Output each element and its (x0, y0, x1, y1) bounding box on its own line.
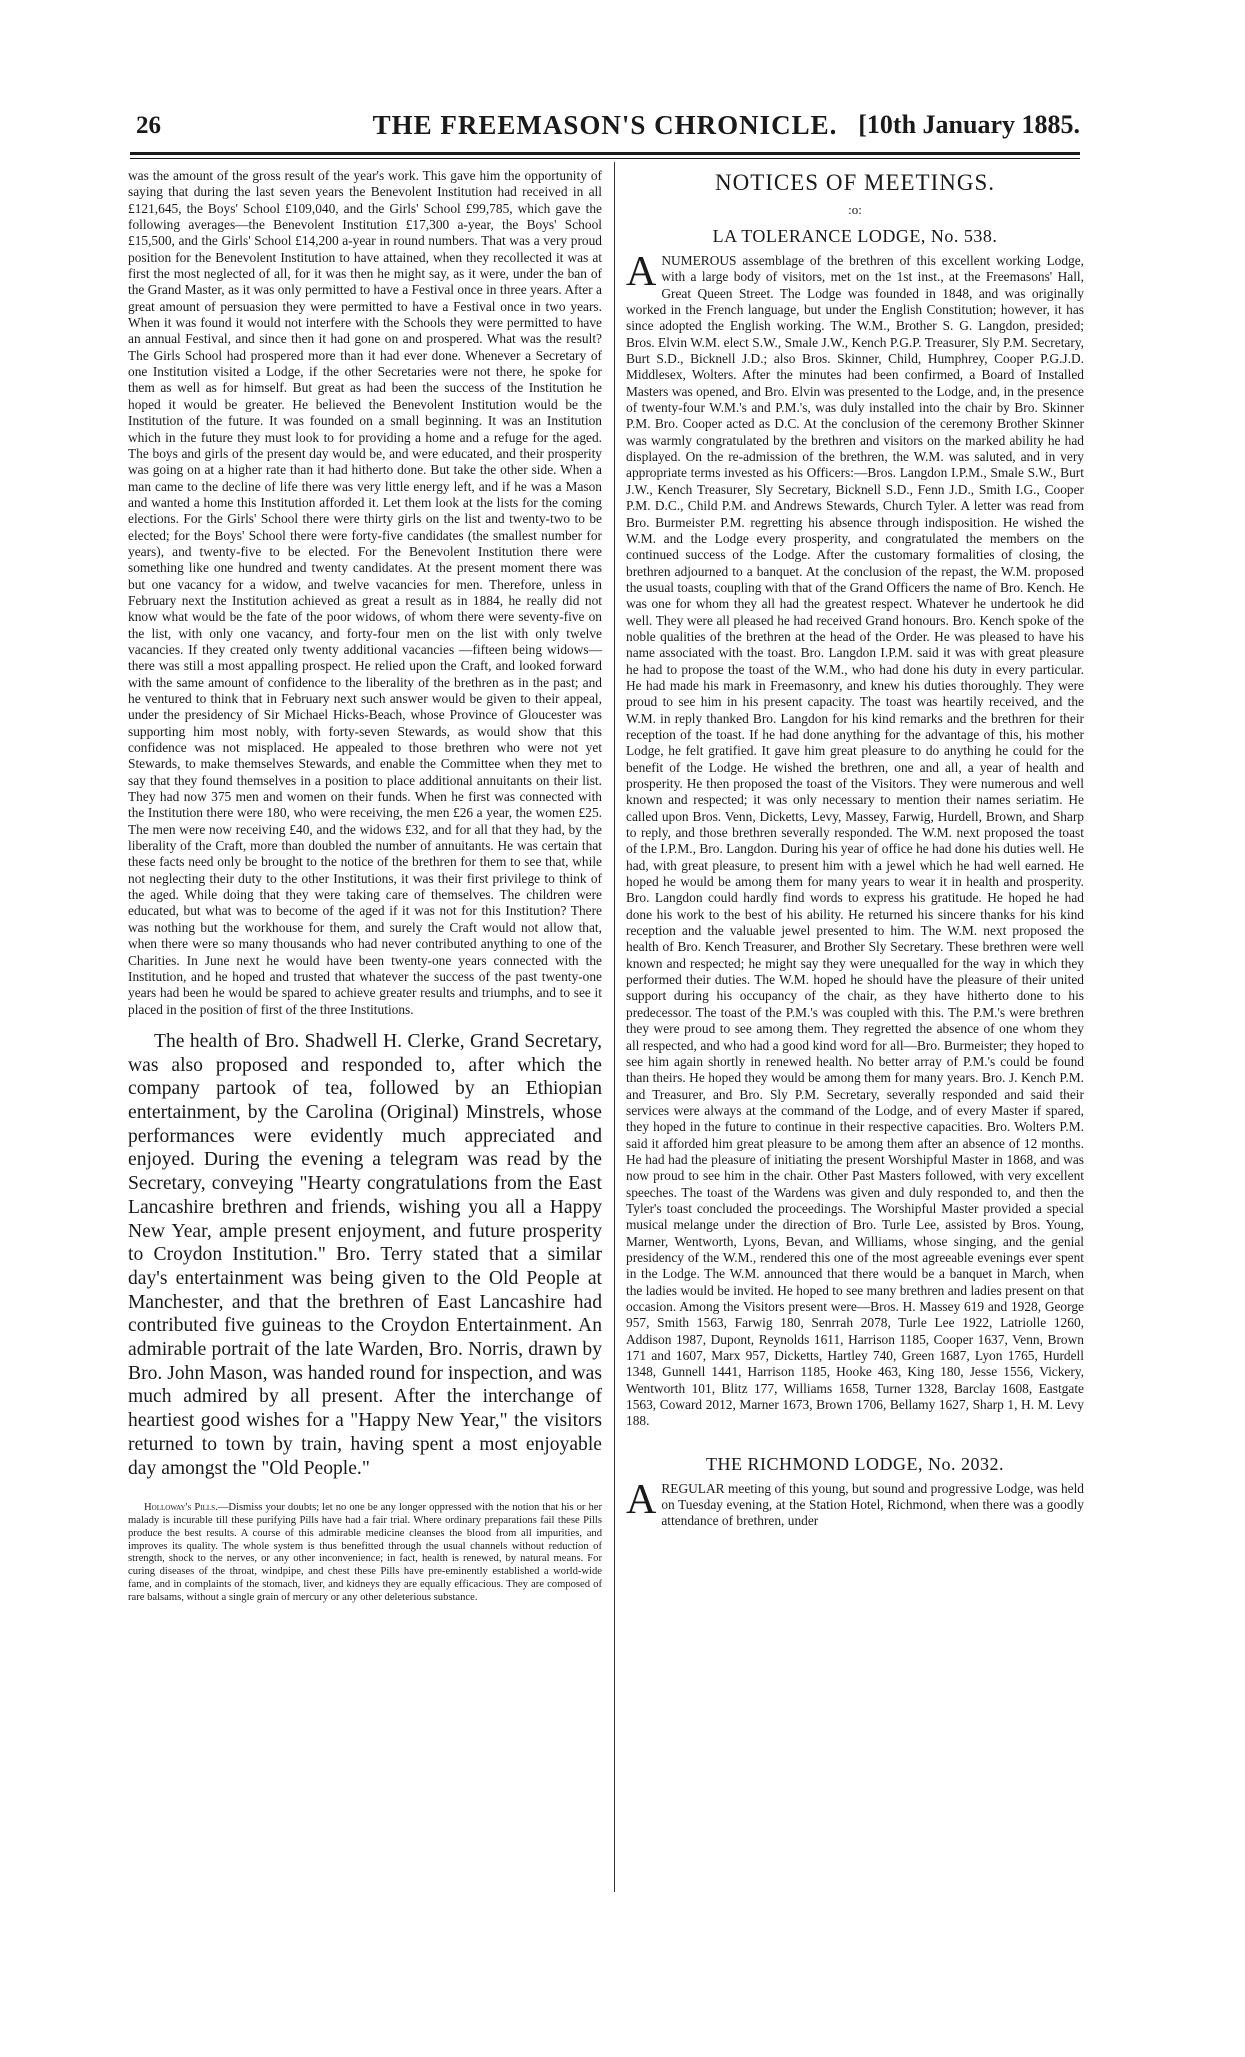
dropcap-letter: A (626, 1476, 657, 1523)
page-number: 26 (136, 112, 161, 139)
column-divider (614, 162, 615, 1892)
lodge-title-richmond: THE RICHMOND LODGE, No. 2032. (706, 1453, 1004, 1474)
advert-lead: Holloway's Pills. (144, 1502, 218, 1514)
advert-text: —Dismiss your doubts; let no one be any longer oppressed with the notion that his or her malady is incurable till these purifying Pills have had a fair trial. Where ordinary preparations fail these Pills produce the best results. A course of this admirable medicine cleanses the blood from all impurities, and improves its quality. The whole system is thus benefitted through the usual channels without reduction of strength, shock to the nerves, or any other inconvenience; in fact, health is renewed, by natural means. For curing diseases of the throat, windpipe, and chest these Pills have pre-eminently established a world-wide fame, and in complaints of the stomach, liver, and kidneys they are equally efficacious. They are composed of rare balsams, without a single grain of mercury or any other deleterious substance. (128, 1502, 602, 1603)
lodge-report-body: NUMEROUS assemblage of the brethren of this excellent working Lodge, with a large body of visitors, met on the 1st inst., at the Freemasons' Hall, Great Queen Street. The Lodge was founded in 1848, and was originally worked in the French language, but under the English Constitution; however, it has since adopted the English working. The W.M., Brother S. G. Langdon, presided; Bros. Elvin W.M. elect S.W., Smale J.W., Kench P.G.P. Treasurer, Sly P.M. Secretary, Burt S.D., Bicknell J.D.; also Bros. Skinner, Child, Humphrey, Cooper P.G.J.D. Middlesex, Wolters. After the minutes had been confirmed, a Board of Installed Masters was opened, and Bro. Elvin was presented to the Lodge, and, in the presence of twenty-four W.M.'s and P.M.'s, was duly installed into the chair by Bro. Skinner P.M. Bro. Cooper acted as D.C. At the conclusion of the ceremony Brother Skinner was warmly congratulated by the brethren and visitors on the marked ability he had displayed. On the re-admission of the brethren, the W.M. was saluted, and in very appropriate terms invested as his Officers:—Bros. Langdon I.P.M., Smale S.W., Burt J.W., Kench Treasurer, Sly Secretary, Bicknell S.D., Fenn J.D., Smith I.G., Cooper P.M. D.C., Child P.M. and Andrews Stewards, Church Tyler. A letter was read from Bro. Burmeister P.M. regretting his absence through indisposition. He wished the W.M. and the Lodge every prosperity, and congratulated the members on the continued success of the Lodge. After the customary formalities of closing, the brethren adjourned to a banquet. At the conclusion of the repast, the W.M. proposed the usual toasts, coupling with that of the Grand Officers the name of Bro. Kench. He was one for whom they all had the greatest respect. Whatever he undertook he did well. They were all pleased he had received Grand honours. Bro. Kench spoke of the noble qualities of the brethren at the head of the Order. He was pleased to have his name associated with the toast. Bro. Langdon I.P.M. said it was with great pleasure he had to propose the toast of the W.M., who had done his duty in every particular. He had made his mark in Freemasonry, and knew his duties thoroughly. They were proud to see him in his present capacity. The toast was heartily received, and the W.M. in reply thanked Bro. Langdon for his kind remarks and the brethren for their reception of the toast. If he had done anything for the advantage of this, his mother Lodge, he felt gratified. It gave him great pleasure to do anything he could for the benefit of the Lodge. He wished the brethren, one and all, a year of health and prosperity. He then proposed the toast of the Visitors. They were numerous and well known and respected; it was only necessary to mention their names seriatim. He called upon Bros. Venn, Dicketts, Levy, Massey, Farwig, Hurdell, Brown, and Sharp to reply, and those brethren severally responded. The W.M. next proposed the toast of the I.P.M., Bro. Langdon. During his year of office he had done his duties well. He had, with great pleasure, to present him with a jewel which he had well earned. He hoped he would be among them for many years to wear it in health and prosperity. Bro. Langdon could hardly find words to express his gratitude. He hoped he had done his work to the best of his ability. He returned his sincere thanks for his kind reception and the valuable jewel presented to him. The W.M. next proposed the health of Bro. Kench Treasurer, and Brother Sly Secretary. These brethren were well known and respected; he might say they were unequalled for the way in which they performed their duties. The W.M. hoped he should have the pleasure of their united support during his occupancy of the chair, as they have hitherto done to his predecessor. The toast of the P.M.'s was coupled with this. The P.M.'s were brethren they were proud to see among them. They regretted the absence of one whom they all respected, and who had a good kind word for all—Bro. Burmeister; they hoped to see him again shortly in renewed health. No better array of P.M.'s could be found than theirs. He hoped they would be among them for many years. Bro. J. Kench P.M. and Treasurer, and Bro. Sly P.M. Secretary, severally responded and said their services were always at the command of the Lodge, and of every Master if spared, they hoped in the future to continue in their respective capacities. Bro. Wolters P.M. said it afforded him great pleasure to be among them after an absence of 12 months. He had had the pleasure of initiating the present Worshipful Master in 1868, and was now proud to see him in the chair. Other Past Masters followed, with very excellent speeches. The toast of the Wardens was given and duly responded to, and then the Tyler's toast concluded the proceedings. The Worshipful Master provided a special musical melange under the direction of Bro. Turle Lee, assisted by Bros. Young, Marner, Wentworth, Lyons, Bevan, and Williams, whose singing, and the genial presidency of the W.M., rendered this one of the most agreeable evenings ever spent in the Lodge. The W.M. announced that there would be a banquet in March, when the ladies would be invited. He hoped to see many brethren and ladies present on that occasion. Among the Visitors present were—Bros. H. Massey 619 and 1928, George 957, Smith 1563, Farwig 180, Senrrah 2078, Turle Lee 1922, Latriolle 1260, Addison 1987, Dupont, Reynolds 1611, Harrison 1185, Cooper 1637, Venn, Brown 171 and 1607, Marx 957, Dicketts, Hartley 740, Green 1687, Lyon 1765, Hurdell 1348, Gunnell 1441, Harrison 1185, Hooke 463, King 180, Jesse 1556, Vickery, Wentworth 101, Blitz 177, Williams 1658, Turner 1328, Barclay 1608, Eastgate 1563, Coward 2012, Marner 1673, Brown 1706, Bellamy 1627, Sharp 1, H. M. Levy 188. (626, 253, 1084, 1429)
lodge-report-body: REGULAR meeting of this young, but sound and progressive Lodge, was held on Tuesday evening, at the Station Hotel, Richmond, when there was a goodly attendance of brethren, under (661, 1480, 1084, 1529)
closing-paragraph: The health of Bro. Shadwell H. Clerke, Grand Secretary, was also proposed and responded to, after which the company partook of tea, followed by an Ethiopian entertainment, by the Carolina (Original) Minstrels, whose performances were evidently much appreciated and enjoyed. During the evening a telegram was read by the Secretary, conveying "Hearty congratulations from the East Lancashire brethren and friends, wishing you all a Happy New Year, ample present enjoyment, and future prosperity to Croydon Institution." Bro. Terry stated that a similar day's entertainment was being given to the Old People at Manchester, and that the brethren of East Lancashire had contributed five guineas to the Croydon Entertainment. An admirable portrait of the late Warden, Bro. Norris, drawn by Bro. John Mason, was handed round for inspection, and was much admired by all present. After the interchange of heartiest good wishes for a "Happy New Year," the visitors returned to town by train, having spent a most enjoyable day amongst the "Old People." (128, 1030, 602, 1479)
speech-report-text: was the amount of the gross result of the year's work. This gave him the opportunity of saying that during the last seven years the Benevolent Institution had received in all £121,645, the Boys' School £109,040, and the Girls' School £99,785, which gave the following averages—the Benevolent Institution £17,300 a-year, the Boys' School £15,500, and the Girls' School £14,200 a-year in round numbers. That was a very proud position for the Benevolent Institution to have attained, when they recollected it was at first the most neglected of all, for it was then he might say, as it were, under the ban of the Grand Master, as it was only permitted to have a Festival once in three years. After a great amount of persuasion they were permitted to have a Festival once in two years. When it was found it would not interfere with the Schools they were permitted to have an annual Festival, and since then it had gone on and prospered. What was the result? The Girls School had prospered more than it had ever done. Whenever a Secretary of one Institution visited a Lodge, if the other Secretaries were not there, he spoke for them as well as for himself. But great as had been the success of the Institution he hoped it would be greater. He believed the Benevolent Institution would be the Institution of the future. It was founded on a small beginning. It was an Institution which in the future they must look to for providing a home and a refuge for the aged. The boys and girls of the present day would be, and were educated, and their prosperity was going on at a higher rate than it had hitherto done. But take the other side. When a man came to the decline of life there was very little energy left, and if he was a Mason and wanted a home this Institution afforded it. Let them look at the lists for the coming elections. For the Girls' School there were thirty girls on the list and twenty-two to be elected; for the Boys' School there were forty-five candidates (the smallest number for years), and twenty-five to be elected. For the Benevolent Institution there were something like one hundred and twenty candidates. At the present moment there was but one vacancy for a widow, and twelve vacancies for men. Therefore, unless in February next the Institution achieved as great a result as in 1884, he really did not know what would be the fate of the poor widows, of whom there were seventy-five on the list, with only one vacancy, and forty-four men on the list with only twelve vacancies. If they created only twenty additional vacancies —fifteen being widows—there was still a most appalling prospect. He relied upon the Craft, and looked forward with the same amount of confidence to the liberality of the brethren as in the past; and he ventured to think that in February next such answer would be given to their appeal, under the presidency of Sir Michael Hicks-Beach, whose Province of Gloucester was supporting him most nobly, with forty-seven Stewards, as would show that this confidence was not misplaced. He appealed to those brethren who were not yet Stewards, to make themselves Stewards, and enable the Committee when they met to say that they found themselves in a position to place additional annuitants on their list. They had now 375 men and women on their funds. When he first was connected with the Institution there were 180, who were receiving, the men £26 a year, the women £25. The men were now receiving £40, and the widows £32, and for all that they had, by the liberality of the Craft, more than doubled the number of annuitants. He was certain that these facts need only be brought to the notice of the brethren for them to see that, while not neglecting their duty to the other Institutions, it was their first privilege to think of the aged. While doing that they were taking care of themselves. The children were educated, but what was to become of the aged if it was not for this Institution? There was nothing but the workhouse for them, and surely the Craft would not allow that, when there were so many thousands who had never contributed anything to one of the Charities. In June next he would have been twenty-one years connected with the Institution, and he hoped and trusted that whatever the success of the past twenty-one years had been he would be spared to achieve greater results and triumphs, and to see it placed in the position of first of the three Institutions. (128, 168, 602, 1017)
issue-date: [10th January 1885. (858, 110, 1080, 139)
section-title: NOTICES OF MEETINGS. (714, 170, 996, 195)
header-rule-thick (130, 152, 1080, 155)
lodge-report-richmond (626, 1476, 1084, 1530)
left-column (128, 168, 602, 1605)
dropcap-letter: A (626, 249, 657, 295)
header-rule-thin (130, 158, 1080, 159)
right-column (626, 168, 1084, 1530)
page-header (130, 108, 1080, 148)
lodge-title-la-tolerance: LA TOLERANCE LODGE, No. 538. (712, 226, 998, 246)
lodge-report-la-tolerance (626, 249, 1084, 1430)
masthead-title: THE FREEMASON'S CHRONICLE. (372, 110, 838, 140)
holloway-pills-advert (128, 1502, 602, 1604)
section-separator: :o: (848, 202, 862, 217)
